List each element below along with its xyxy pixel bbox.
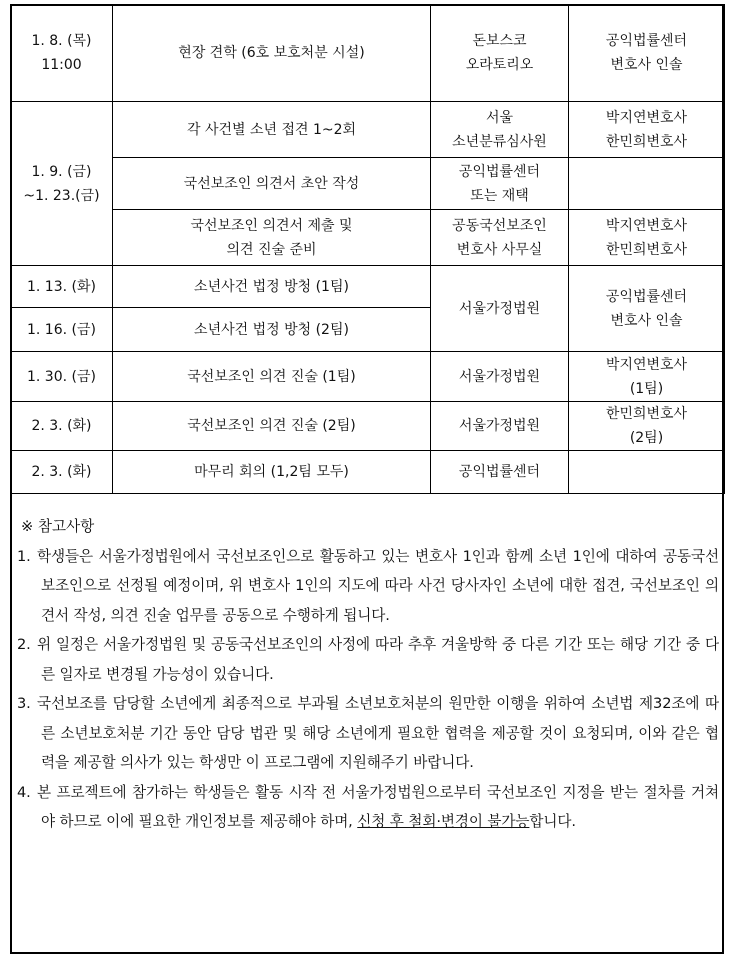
note-text: 위 일정은 서울가정법원 및 공동국선보조인의 사정에 따라 추후 겨울방학 중 다른 기간 또는 해당 기간 중 다른 일자로 변경될 가능성이 있습니다. (37, 636, 719, 683)
table-row (11, 158, 725, 210)
activity-cell: 소년사건 법정 방청 (1팀) (113, 266, 431, 308)
note-item (17, 630, 719, 689)
note-number: 4. (17, 783, 31, 801)
note-text-tail: 합니다. (529, 813, 576, 830)
notes-header: ※ 참고사항 (21, 518, 95, 535)
table-row (11, 451, 725, 494)
note-number: 1. (17, 547, 31, 565)
place-cell: 서울가정법원 (431, 402, 569, 451)
schedule-table (10, 4, 725, 494)
note-text: 학생들은 서울가정법원에서 국선보조인으로 활동하고 있는 변호사 1인과 함께 소년 1인에 대하여 공동국선보조인으로 선정될 예정이며, 위 변호사 1인의 지도에 따라 사건 당사자인 소년에 대한 접견, 국선보조인 의견서 작성, 의견 진술 업무를 공동으로 수행하게 됩니다. (37, 547, 719, 624)
staff-cell: 박지연변호사 한민희변호사 (569, 210, 725, 266)
note-text: 본 프로젝트에 참가하는 학생들은 활동 시작 전 서울가정법원으로부터 국선보조인 지정을 받는 절차를 거쳐야 하므로 이에 필요한 개인정보를 제공해야 하며, (37, 783, 719, 830)
date-cell: 1. 8. (목) 11:00 (11, 5, 113, 102)
date-cell: 1. 13. (화) (11, 266, 113, 308)
activity-cell: 각 사건별 소년 접견 1~2회 (113, 102, 431, 158)
staff-cell: 한민희변호사 (2팀) (569, 402, 725, 451)
note-number: 3. (17, 695, 31, 712)
staff-cell: 공익법률센터 변호사 인솔 (569, 266, 725, 352)
activity-cell: 소년사건 법정 방청 (2팀) (113, 308, 431, 352)
note-item (17, 689, 719, 778)
note-text: 국선보조를 담당할 소년에게 최종적으로 부과될 소년보호처분의 원만한 이행을 위하여 소년법 제32조에 따른 소년보호처분 기간 동안 담당 법관 및 해당 소년에게 필요한 협력을 제공할 것이 요청되며, 이와 같은 협력을 제공할 의사가 있는 학생만 이 프로그램에 지원해주기 바랍니다. (37, 695, 719, 771)
note-item (17, 778, 719, 837)
table-row (11, 352, 725, 402)
note-number: 2. (17, 636, 31, 653)
date-cell: 2. 3. (화) (11, 451, 113, 494)
notes-section (17, 512, 719, 837)
place-cell: 돈보스코 오라토리오 (431, 5, 569, 102)
activity-cell: 국선보조인 의견 진술 (2팀) (113, 402, 431, 451)
date-cell: 1. 16. (금) (11, 308, 113, 352)
table-row (11, 102, 725, 158)
activity-cell: 국선보조인 의견 진술 (1팀) (113, 352, 431, 402)
note-item (17, 542, 719, 631)
place-cell: 공동국선보조인 변호사 사무실 (431, 210, 569, 266)
place-cell: 공익법률센터 또는 재택 (431, 158, 569, 210)
activity-cell: 마무리 회의 (1,2팀 모두) (113, 451, 431, 494)
staff-cell (569, 451, 725, 494)
date-cell: 2. 3. (화) (11, 402, 113, 451)
place-cell: 공익법률센터 (431, 451, 569, 494)
staff-cell: 박지연변호사 한민희변호사 (569, 102, 725, 158)
place-cell: 서울 소년분류심사원 (431, 102, 569, 158)
place-cell: 서울가정법원 (431, 352, 569, 402)
place-cell: 서울가정법원 (431, 266, 569, 352)
table-row (11, 266, 725, 308)
table-row (11, 210, 725, 266)
date-cell: 1. 9. (금) ~1. 23.(금) (11, 102, 113, 266)
table-row (11, 402, 725, 451)
staff-cell: 공익법률센터 변호사 인솔 (569, 5, 725, 102)
staff-cell: 박지연변호사 (1팀) (569, 352, 725, 402)
staff-cell (569, 158, 725, 210)
activity-cell: 국선보조인 의견서 제출 및 의견 진술 준비 (113, 210, 431, 266)
table-row (11, 5, 725, 102)
activity-cell: 국선보조인 의견서 초안 작성 (113, 158, 431, 210)
date-cell: 1. 30. (금) (11, 352, 113, 402)
activity-cell: 현장 견학 (6호 보호처분 시설) (113, 5, 431, 102)
note-emphasis: 신청 후 철회·변경이 불가능 (357, 813, 530, 830)
